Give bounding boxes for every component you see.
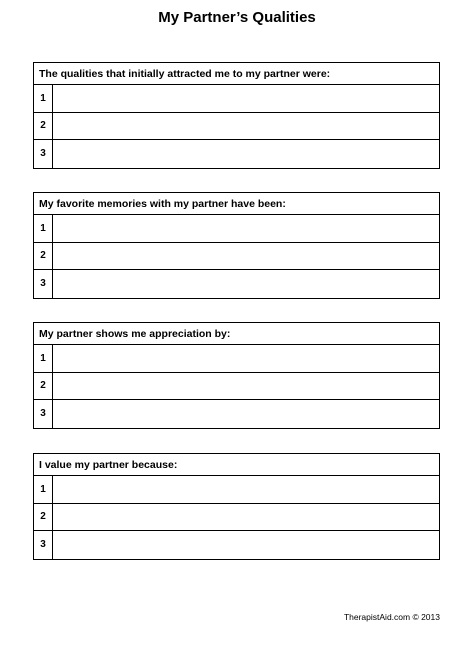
answer-field-2[interactable]	[53, 504, 439, 531]
row-number: 3	[34, 140, 53, 168]
section-attracted-qualities	[33, 62, 440, 169]
row-number: 2	[34, 373, 53, 400]
answer-field-1[interactable]	[53, 345, 439, 372]
answer-field-3[interactable]	[53, 531, 439, 559]
list-item	[34, 476, 439, 504]
answer-field-1[interactable]	[53, 85, 439, 112]
row-number: 2	[34, 504, 53, 531]
footer-copyright: TherapistAid.com © 2013	[343, 612, 440, 622]
answer-field-2[interactable]	[53, 113, 439, 140]
row-number: 3	[34, 270, 53, 298]
section-value-partner	[33, 453, 440, 560]
row-number: 2	[34, 113, 53, 140]
page-title: My Partner’s Qualities	[158, 9, 316, 26]
section-heading: The qualities that initially attracted me to my partner were:	[34, 63, 439, 85]
section-appreciation	[33, 322, 440, 429]
list-item	[34, 345, 439, 373]
row-number: 1	[34, 345, 53, 372]
list-item	[34, 140, 439, 168]
list-item	[34, 504, 439, 532]
section-heading: My partner shows me appreciation by:	[34, 323, 439, 345]
answer-field-2[interactable]	[53, 373, 439, 400]
row-number: 1	[34, 215, 53, 242]
list-item	[34, 531, 439, 559]
section-heading: My favorite memories with my partner have been:	[34, 193, 439, 215]
section-favorite-memories	[33, 192, 440, 299]
list-item	[34, 113, 439, 141]
row-number: 3	[34, 400, 53, 428]
answer-field-3[interactable]	[53, 270, 439, 298]
list-item	[34, 243, 439, 271]
answer-field-3[interactable]	[53, 140, 439, 168]
answer-field-1[interactable]	[53, 476, 439, 503]
list-item	[34, 215, 439, 243]
answer-field-1[interactable]	[53, 215, 439, 242]
row-number: 3	[34, 531, 53, 559]
list-item	[34, 373, 439, 401]
list-item	[34, 270, 439, 298]
row-number: 1	[34, 476, 53, 503]
row-number: 2	[34, 243, 53, 270]
answer-field-2[interactable]	[53, 243, 439, 270]
section-heading: I value my partner because:	[34, 454, 439, 476]
answer-field-3[interactable]	[53, 400, 439, 428]
list-item	[34, 85, 439, 113]
list-item	[34, 400, 439, 428]
row-number: 1	[34, 85, 53, 112]
